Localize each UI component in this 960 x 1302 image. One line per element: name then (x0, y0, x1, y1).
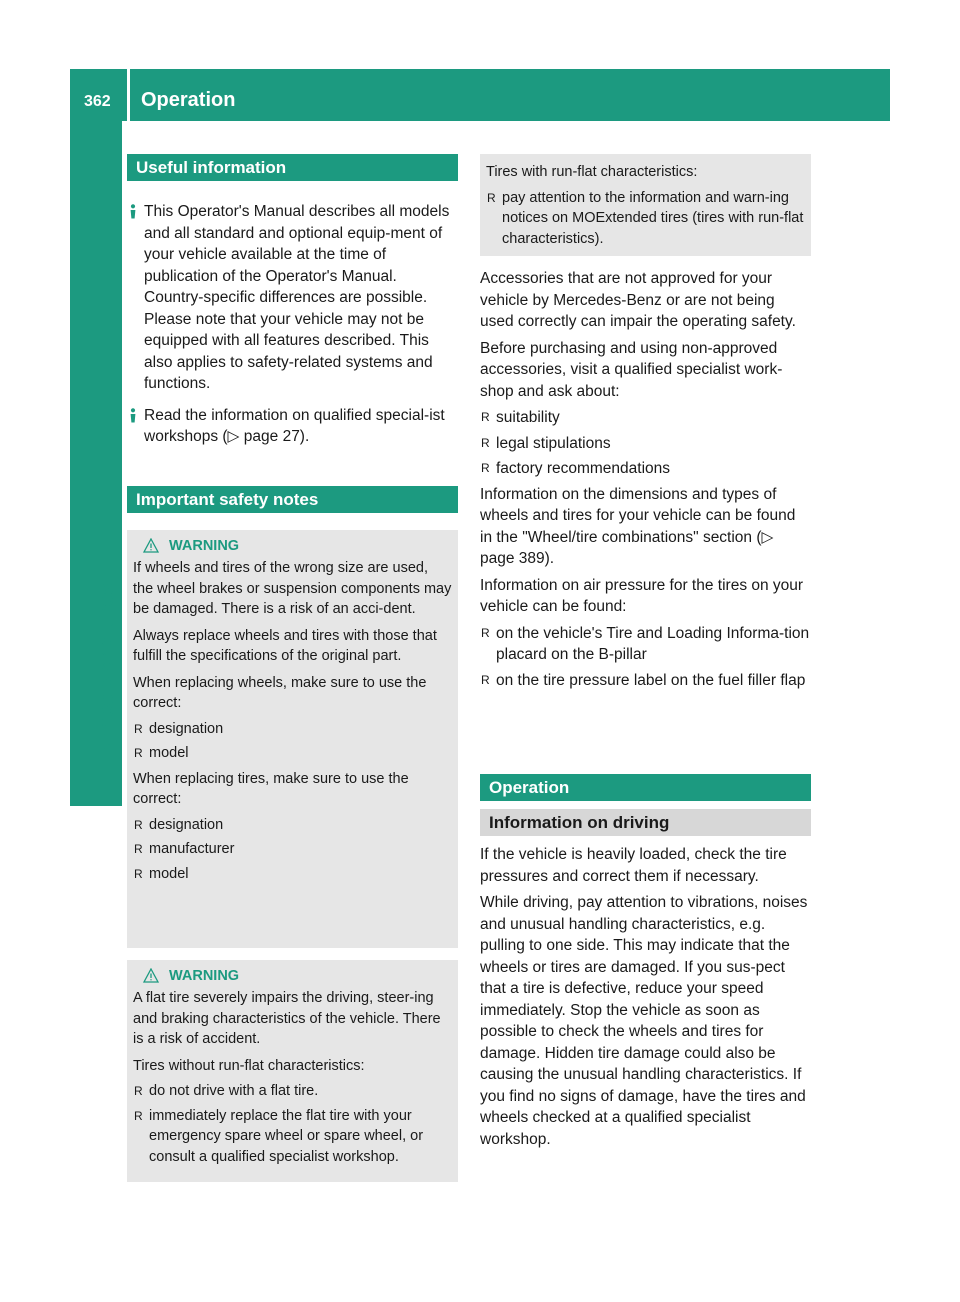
operation-section (480, 774, 811, 1150)
list-item: R factory recommendations (480, 458, 811, 480)
info-note (127, 201, 458, 395)
section-heading: Important safety notes (127, 486, 458, 513)
bullet-icon: R (487, 190, 496, 205)
page-title: Operation (141, 89, 236, 111)
list-item: R designation (133, 719, 452, 740)
info-icon (127, 204, 139, 219)
subsection-heading: Information on driving (480, 809, 811, 836)
bullet-icon: R (481, 672, 490, 687)
warning-text: Tires without run-flat characteristics: (133, 1057, 365, 1074)
list-item: R model (133, 743, 452, 764)
bullet-icon: R (481, 435, 490, 450)
warning-heading (133, 538, 452, 558)
warning-text: Always replace wheels and tires with those that fulfill the specifications of the original part. (133, 627, 437, 664)
body-text: Information on the dimensions and types of wheels and tires for your vehicle can be found in the "Wheel/tire combinations" section (▷ page 389). (480, 485, 796, 567)
bullet-icon: R (481, 410, 490, 424)
list-item: R pay attention to the information and warn-ing notices on MOExtended tires (tires with run-flat characteristics). (487, 189, 804, 247)
bullet-icon: R (134, 1108, 143, 1123)
list-item: R suitability (480, 407, 811, 429)
warning-text: A flat tire severely impairs the driving, steer-ing and braking characteristics of the vehicle. There is a risk of accident. (133, 990, 441, 1047)
warning-box (127, 530, 458, 948)
list-item: R legal stipulations (480, 433, 811, 455)
safety-section (127, 486, 458, 513)
header-divider (127, 69, 130, 121)
accessories-section (480, 268, 811, 691)
warning-heading (133, 968, 452, 988)
useful-info-section (127, 154, 458, 448)
page-number: 362 (84, 93, 111, 110)
bullet-icon: R (481, 625, 490, 640)
info-text: Read the information on qualified special-ist workshops (▷ page 27). (144, 406, 445, 445)
list-item: R on the vehicle's Tire and Loading Informa-tion placard on the B-pillar (481, 624, 810, 663)
bullet-icon: R (134, 746, 143, 760)
list-item: R designation (133, 815, 452, 836)
warning-box (127, 960, 458, 1182)
runflat-box (480, 154, 811, 256)
list-item: R manufacturer (133, 839, 452, 860)
warning-text: When replacing wheels, make sure to use the correct: (133, 674, 427, 711)
box-text: Tires with run-flat characteristics: (486, 164, 698, 180)
section-heading: Operation (480, 774, 811, 801)
warning-label: WARNING (169, 968, 240, 984)
info-note (127, 405, 458, 448)
section-heading: Useful information (127, 154, 458, 181)
bullet-icon: R (134, 842, 143, 856)
list-item: R on the tire pressure label on the fuel filler flap (480, 670, 811, 692)
bullet-icon: R (481, 461, 490, 475)
chapter-tab-label: Wheels and tires (95, 583, 118, 750)
info-text: This Operator's Manual describes all models and all standard and optional equip-ment of your vehicle available at the time of publication of the Operator's Manual. Country-specific differences are possible. Please note that your vehicle may not be equipped with all features described. This also applies to safety-related systems and functions. (144, 203, 450, 392)
body-text: If the vehicle is heavily loaded, check the tire pressures and correct them if necessary. (480, 846, 787, 885)
body-text: Before purchasing and using non-approved accessories, visit a qualified specialist work-shop and ask about: (480, 339, 783, 400)
warning-triangle-icon (143, 538, 159, 553)
warning-text: If wheels and tires of the wrong size are used, the wheel brakes or suspension components may be damaged. There is a risk of an acci-dent. (133, 560, 452, 617)
body-text: Information on air pressure for the tires on your vehicle can be found: (480, 576, 804, 615)
bullet-icon: R (134, 866, 143, 881)
list-item: R model (133, 864, 452, 885)
list-item: R immediately replace the flat tire with your emergency spare wheel or spare wheel, or consult a qualified specialist workshop. (134, 1107, 424, 1165)
list-item: R do not drive with a flat tire. (133, 1081, 452, 1102)
body-text: Accessories that are not approved for your vehicle by Mercedes-Benz or are not being used correctly can impair the operating safety. (480, 270, 796, 330)
warning-label: WARNING (169, 538, 240, 554)
warning-text: When replacing tires, make sure to use the correct: (133, 770, 409, 807)
bullet-icon: R (134, 1084, 143, 1098)
bullet-icon: R (134, 721, 143, 736)
bullet-icon: R (134, 817, 143, 832)
warning-triangle-icon (143, 968, 159, 983)
body-text: While driving, pay attention to vibrations, noises and unusual handling characteristics, e.g. pulling to one side. This may indicate that the wheels or tires are damaged. If you sus-pect that a tire is defective, reduce your speed immediately. Stop the vehicle as soon as possible to check the wheels and tires for damage. Hidden tire damage could also be causing the unusual handling characteristics. If you find no signs of damage, have the tires and wheels checked at a qualified specialist workshop. (480, 894, 808, 1148)
info-icon (127, 408, 139, 423)
